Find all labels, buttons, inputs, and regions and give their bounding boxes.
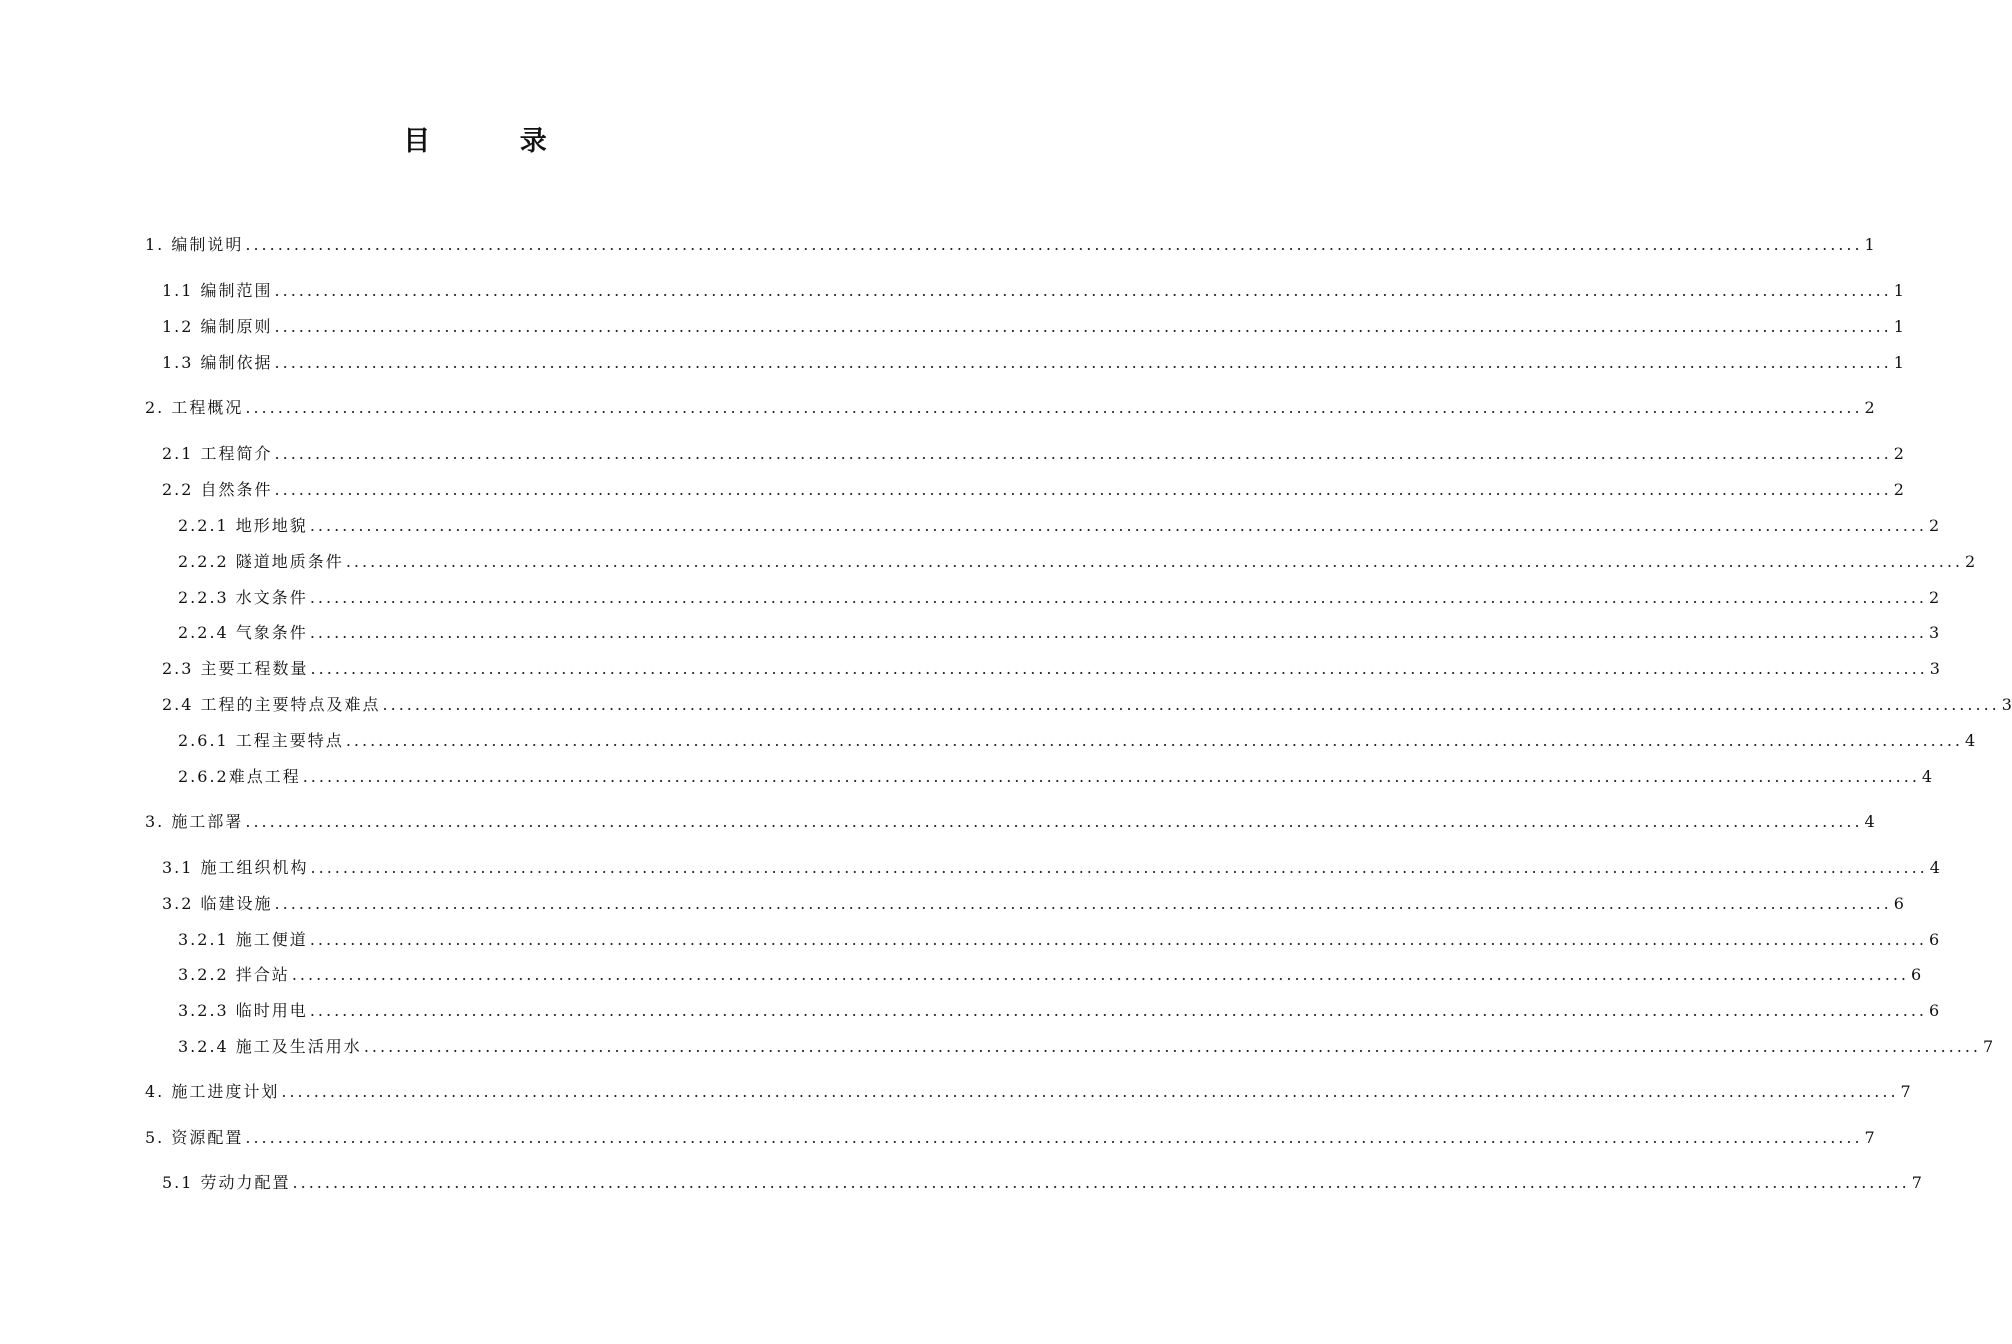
toc-entry-page: 1 (1893, 281, 1904, 300)
toc-entry-label: 2.1 工程简介 (162, 444, 273, 463)
toc-entry[interactable] (162, 1171, 1922, 1195)
toc-leader-dots: ........................................................................................................................................................................................................ (345, 731, 1963, 750)
toc-entry-label: 2. 工程概况 (145, 398, 244, 417)
toc-entry-label: 2.2.2 隧道地质条件 (178, 552, 344, 571)
toc-entry-page: 2 (1893, 480, 1904, 499)
toc-leader-dots: ........................................................................................................................................................................................................ (274, 281, 1892, 300)
toc-leader-dots: ........................................................................................................................................................................................................ (309, 623, 1927, 642)
toc-leader-dots: ........................................................................................................................................................................................................ (245, 1128, 1863, 1147)
toc-leader-dots: ........................................................................................................................................................................................................ (291, 965, 1909, 984)
toc-entry-page: 6 (1893, 894, 1904, 913)
toc-leader-dots: ........................................................................................................................................................................................................ (309, 1001, 1927, 1020)
toc-entry[interactable] (145, 1080, 1911, 1104)
toc-entry[interactable] (162, 279, 1904, 303)
toc-leader-dots: ........................................................................................................................................................................................................ (281, 1082, 1899, 1101)
toc-leader-dots: ........................................................................................................................................................................................................ (245, 235, 1863, 254)
toc-entry-label: 2.2.4 气象条件 (178, 623, 308, 642)
toc-entry[interactable] (178, 729, 1976, 753)
toc-entry[interactable] (178, 963, 1922, 987)
toc-entry-page: 3 (2001, 695, 2012, 714)
toc-entry-page: 7 (1864, 1128, 1875, 1147)
toc-entry-label: 1.1 编制范围 (162, 281, 273, 300)
toc-entry[interactable] (162, 657, 1940, 681)
toc-entry-page: 2 (1893, 444, 1904, 463)
toc-entry[interactable] (178, 586, 1940, 610)
toc-entry-page: 2 (1929, 588, 1940, 607)
toc-entry-label: 1.3 编制依据 (162, 353, 273, 372)
toc-entry[interactable] (178, 928, 1940, 952)
toc-entry-page: 4 (1965, 731, 1976, 750)
toc-entry[interactable] (162, 856, 1940, 880)
toc-entry-label: 2.3 主要工程数量 (162, 659, 309, 678)
toc-entry-page: 2 (1965, 552, 1976, 571)
toc-entry-page: 3 (1929, 659, 1940, 678)
toc-entry-page: 1 (1893, 317, 1904, 336)
toc-entry-label: 2.6.2难点工程 (178, 767, 301, 786)
toc-entry-label: 3.2.3 临时用电 (178, 1001, 308, 1020)
toc-entry[interactable] (178, 621, 1940, 645)
toc-leader-dots: ........................................................................................................................................................................................................ (274, 480, 1892, 499)
toc-entry-label: 2.2 自然条件 (162, 480, 273, 499)
toc-leader-dots: ........................................................................................................................................................................................................ (363, 1037, 1981, 1056)
toc-entry-label: 2.2.3 水文条件 (178, 588, 308, 607)
toc-entry-label: 1.2 编制原则 (162, 317, 273, 336)
toc-entry-page: 2 (1929, 516, 1940, 535)
toc-leader-dots: ........................................................................................................................................................................................................ (345, 552, 1963, 571)
toc-leader-dots: ........................................................................................................................................................................................................ (310, 659, 1928, 678)
toc-entry[interactable] (145, 810, 1875, 834)
toc-entry[interactable] (178, 550, 1976, 574)
toc-entry-label: 5.1 劳动力配置 (162, 1173, 291, 1192)
toc-entry-label: 3.2 临建设施 (162, 894, 273, 913)
toc-entry[interactable] (162, 478, 1904, 502)
toc-leader-dots: ........................................................................................................................................................................................................ (274, 894, 1892, 913)
toc-leader-dots: ........................................................................................................................................................................................................ (302, 767, 1920, 786)
toc-entry-label: 2.6.1 工程主要特点 (178, 731, 344, 750)
toc-entry-page: 7 (1983, 1037, 1994, 1056)
toc-entry-page: 7 (1900, 1082, 1911, 1101)
toc-entry[interactable] (162, 442, 1904, 466)
toc-entry[interactable] (145, 1126, 1875, 1150)
toc-leader-dots: ........................................................................................................................................................................................................ (245, 398, 1863, 417)
toc-leader-dots: ........................................................................................................................................................................................................ (274, 353, 1892, 372)
toc-leader-dots: ........................................................................................................................................................................................................ (382, 695, 2000, 714)
toc-entry-page: 4 (1921, 767, 1933, 786)
toc-entry[interactable] (145, 396, 1875, 420)
toc-leader-dots: ........................................................................................................................................................................................................ (309, 516, 1927, 535)
toc-entry-page: 6 (1911, 965, 1922, 984)
toc-entry-label: 3.2.4 施工及生活用水 (178, 1037, 362, 1056)
toc-entry-page: 6 (1929, 930, 1940, 949)
toc-entry-page: 1 (1864, 235, 1875, 254)
toc-leader-dots: ........................................................................................................................................................................................................ (245, 812, 1863, 831)
toc-entry[interactable] (162, 693, 2012, 717)
toc-entry-label: 2.2.1 地形地貌 (178, 516, 308, 535)
toc-entry-label: 3.2.1 施工便道 (178, 930, 308, 949)
toc-entry[interactable] (178, 999, 1940, 1023)
toc-leader-dots: ........................................................................................................................................................................................................ (274, 317, 1892, 336)
toc-entry-page: 3 (1929, 623, 1940, 642)
toc-entry[interactable] (162, 315, 1904, 339)
toc-entry-label: 3.2.2 拌合站 (178, 965, 290, 984)
toc-entry-label: 4. 施工进度计划 (145, 1082, 280, 1101)
toc-entry-page: 4 (1929, 858, 1940, 877)
toc-entry[interactable] (178, 765, 1933, 789)
toc-entry[interactable] (145, 233, 1875, 257)
toc-entry-label: 3. 施工部署 (145, 812, 244, 831)
page-title: 目 录 (403, 126, 587, 157)
toc-leader-dots: ........................................................................................................................................................................................................ (310, 858, 1928, 877)
toc-entry[interactable] (162, 351, 1904, 375)
toc-entry[interactable] (162, 892, 1904, 916)
toc-entry-label: 1. 编制说明 (145, 235, 244, 254)
toc-entry-page: 1 (1893, 353, 1904, 372)
toc-leader-dots: ........................................................................................................................................................................................................ (292, 1173, 1910, 1192)
toc-entry-label: 5. 资源配置 (145, 1128, 244, 1147)
toc-entry-label: 3.1 施工组织机构 (162, 858, 309, 877)
toc-entry[interactable] (178, 1035, 1994, 1059)
toc-entry-page: 2 (1864, 398, 1875, 417)
toc-entry-page: 4 (1864, 812, 1875, 831)
toc-entry-page: 6 (1929, 1001, 1940, 1020)
toc-entry-page: 7 (1911, 1173, 1922, 1192)
toc-leader-dots: ........................................................................................................................................................................................................ (309, 588, 1927, 607)
toc-entry-label: 2.4 工程的主要特点及难点 (162, 695, 381, 714)
toc-leader-dots: ........................................................................................................................................................................................................ (309, 930, 1927, 949)
toc-entry[interactable] (178, 514, 1940, 538)
toc-leader-dots: ........................................................................................................................................................................................................ (274, 444, 1892, 463)
